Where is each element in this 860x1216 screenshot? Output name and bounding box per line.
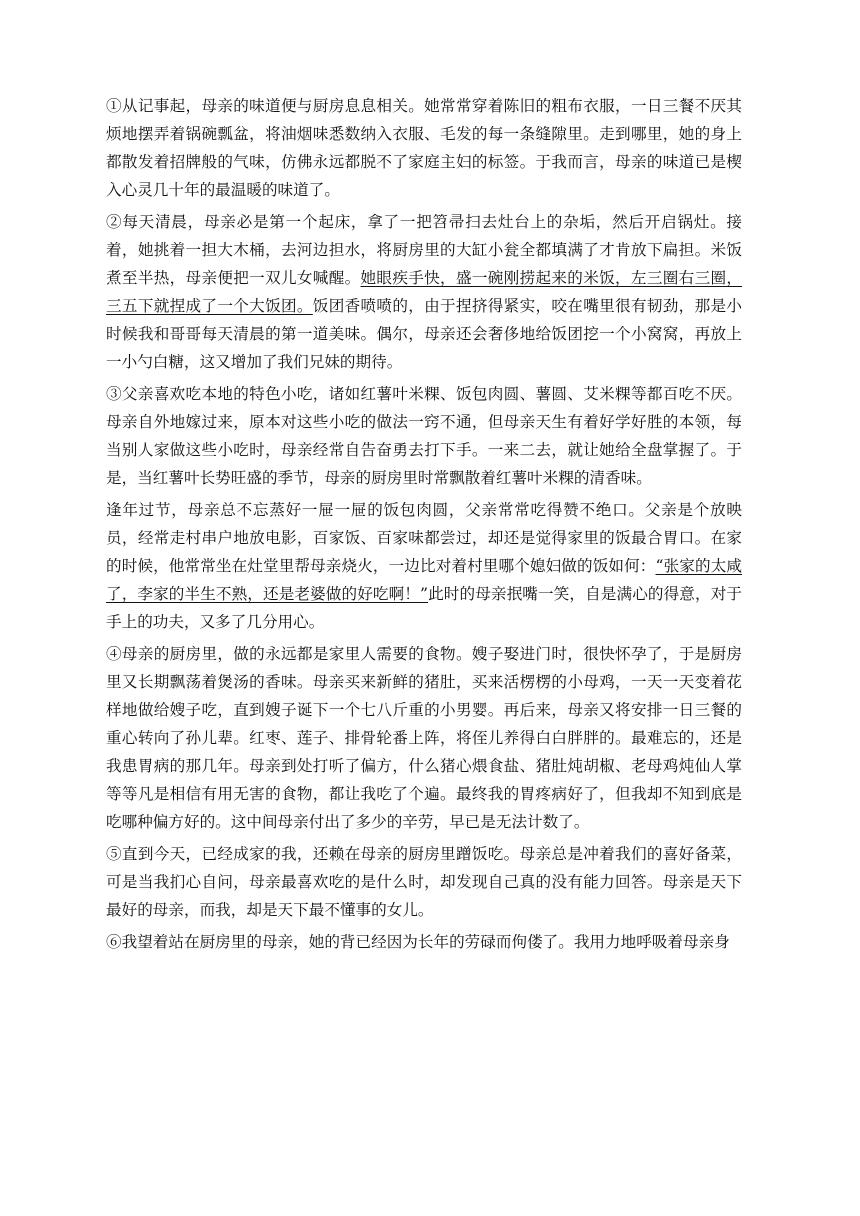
text-segment: 逢年过节，母亲总不忘蒸好一屉一屉的饭包肉圆，父亲常常吃得赞不绝口。父亲是个放映员，经常走村串户地放电影，百家饭、百家味都尝过，却还是觉得家里的饭最合胃口。在家的时候，他常常坐在灶堂里帮母亲烧火，一边比对着村里哪个媳妇做的饭如何： — [106, 501, 742, 575]
paragraph-3-continued — [106, 496, 742, 636]
text-segment: ⑤直到今天，已经成家的我，还赖在母亲的厨房里蹭饭吃。母亲总是冲着我们的喜好备菜，可是当我扪心自问，母亲最喜欢吃的是什么时，却发现自己真的没有能力回答。母亲是天下最好的母亲，而我，却是天下最不懂事的女儿。 — [106, 845, 742, 919]
text-segment: 饭团香喷喷的，由于捏挤得紧实，咬在嘴里很有韧劲，那是小时候我和哥哥每天清晨的第一道美味。偶尔，母亲还会奢侈地给饭团挖一个小窝窝，再放上一小勺白糖，这又增加了我们兄妹的期待。 — [106, 297, 742, 371]
paragraph-5 — [106, 840, 742, 924]
text-segment: 此时的母亲抿嘴一笑，自是满心的得意，对于手上的功夫，又多了几分用心。 — [106, 585, 742, 631]
paragraph-4 — [106, 640, 742, 836]
article-body — [106, 92, 742, 960]
text-segment: ④母亲的厨房里，做的永远都是家里人需要的食物。嫂子娶进门时，很快怀孕了，于是厨房里又长期飘荡着煲汤的香味。母亲买来新鲜的猪肚，买来活楞楞的小母鸡，一天一天变着花样地做给嫂子吃，直到嫂子诞下一个七八斤重的小男婴。再后来，母亲又将安排一日三餐的重心转向了孙儿辈。红枣、莲子、排骨轮番上阵，将侄儿养得白白胖胖的。最难忘的，还是我患胃病的那几年。母亲到处打听了偏方，什么猪心煨食盐、猪肚炖胡椒、老母鸡炖仙人掌等等凡是相信有用无害的食物，都让我吃了个遍。最终我的胃疼病好了，但我却不知到底是吃哪种偏方好的。这中间母亲付出了多少的辛劳，早已是无法计数了。 — [106, 645, 742, 831]
text-segment: ⑥我望着站在厨房里的母亲，她的背已经因为长年的劳碌而佝偻了。我用力地呼吸着母亲身 — [106, 933, 730, 951]
text-segment: ②每天清晨，母亲必是第一个起床，拿了一把笤帚扫去灶台上的杂垢，然后开启锅灶。接着，她挑着一担大木桶，去河边担水，将厨房里的大缸小瓮全都填满了才肯放下扁担。米饭煮至半热，母亲便把一双儿女喊醒。 — [106, 213, 742, 287]
paragraph-6 — [106, 928, 742, 956]
underlined-quote: “张家的太咸了，李家的半生不熟，还是老婆做的好吃啊！” — [106, 557, 742, 603]
text-segment: ①从记事起，母亲的味道便与厨房息息相关。她常常穿着陈旧的粗布衣服，一日三餐不厌其烦地摆弄着锅碗瓢盆，将油烟味悉数纳入衣服、毛发的每一条缝隙里。走到哪里，她的身上都散发着招牌般的气味，仿佛永远都脱不了家庭主妇的标签。于我而言，母亲的味道已是楔入心灵几十年的最温暖的味道了。 — [106, 97, 742, 199]
text-segment: ③父亲喜欢吃本地的特色小吃，诸如红薯叶米粿、饭包肉圆、薯圆、艾米粿等都百吃不厌。母亲自外地嫁过来，原本对这些小吃的做法一窍不通，但母亲天生有着好学好胜的本领，每当别人家做这些小吃时，母亲经常自告奋勇去打下手。一来二去，就让她给全盘掌握了。于是，当红薯叶长势旺盛的季节，母亲的厨房里时常飘散着红薯叶米粿的清香味。 — [106, 385, 742, 487]
paragraph-1 — [106, 92, 742, 204]
underlined-sentence: 她眼疾手快，盛一碗刚捞起来的米饭，左三圈右三圈，三五下就捏成了一个大饭团。 — [106, 269, 742, 315]
paragraph-3 — [106, 380, 742, 492]
paragraph-2 — [106, 208, 742, 376]
